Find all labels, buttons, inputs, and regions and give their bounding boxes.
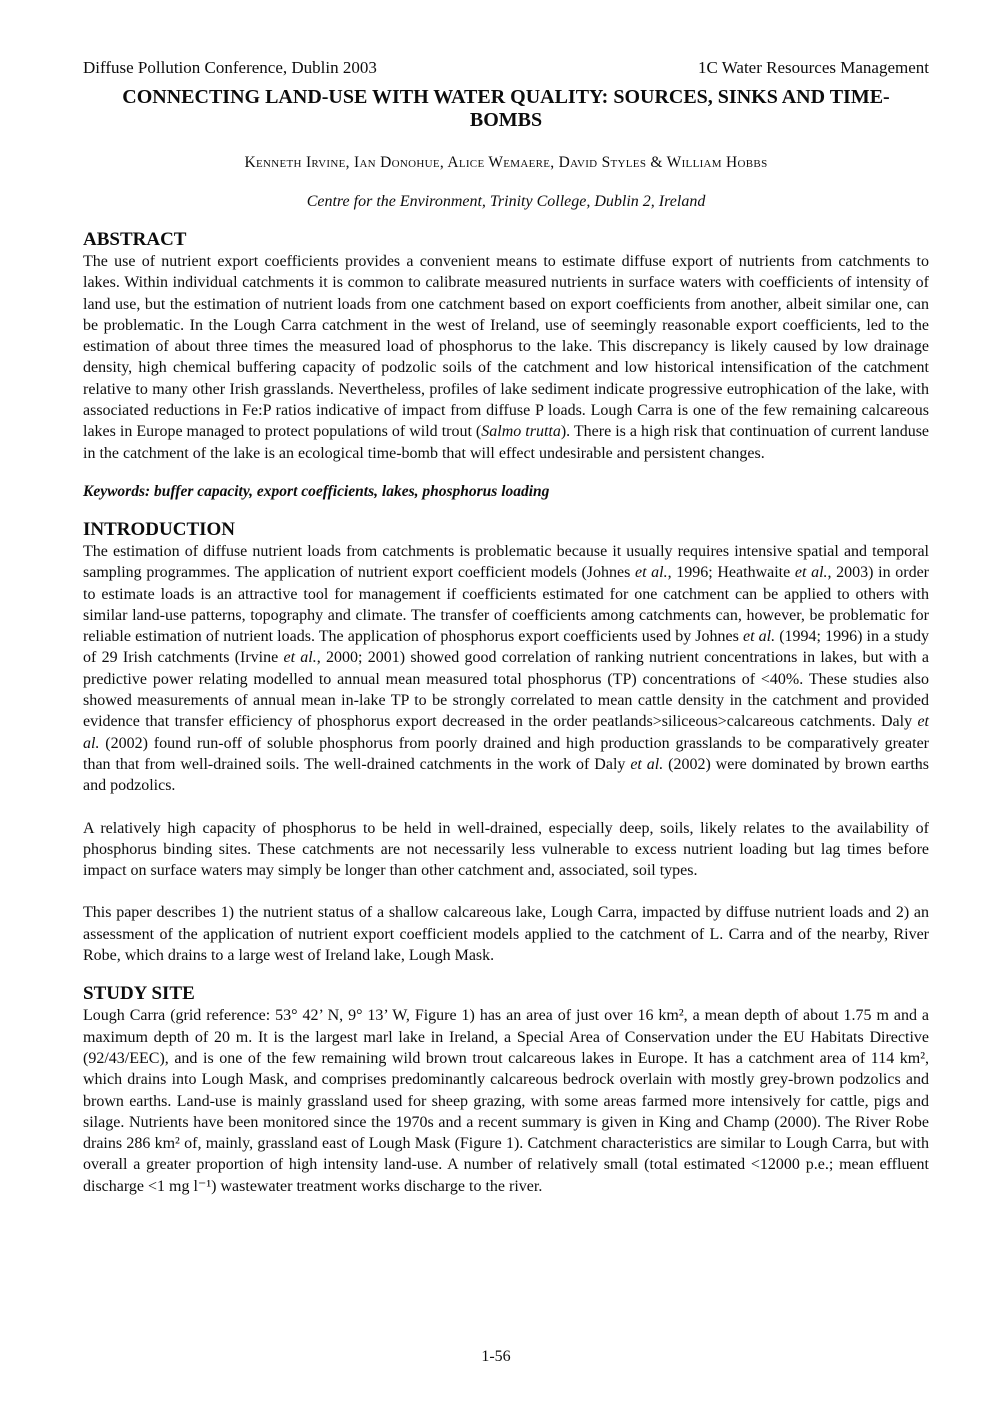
header-conference-name: Diffuse Pollution Conference, Dublin 2003 <box>83 58 377 77</box>
introduction-paragraph-1: The estimation of diffuse nutrient loads from catchments is problematic because it usually requires intensive spatial and temporal sampling programmes. The application of nutrient export coefficient models (Johnes et al., 1996; Heathwaite et al., 2003) in order to estimate loads is an attractive tool for management if coefficients estimated for one catchment can be applied to others with similar land-use patterns, topography and climate. The transfer of coefficients among catchments can, however, be problematic for reliable estimation of nutrient loads. The application of phosphorus export coefficients used by Johnes et al. (1994; 1996) in a study of 29 Irish catchments (Irvine et al., 2000; 2001) showed good correlation of ranking nutrient concentrations in lakes, but with a predictive power relating modelled to annual mean measured total phosphorus (TP) concentrations of <40%. These studies also showed measurements of annual mean in-lake TP to be strongly correlated to mean cattle density in the catchment and provided evidence that transfer efficiency of phosphorus export decreased in the order peatlands>siliceous>calcareous catchments. Daly et al. (2002) found run-off of soluble phosphorus from poorly drained and high production grasslands to be comparatively greater than that from well-drained soils. The well-drained catchments in the work of Daly et al. (2002) were dominated by brown earths and podzolics. <box>83 542 930 795</box>
page-header <box>83 58 929 78</box>
study-site-paragraph: Lough Carra (grid reference: 53° 42’ N, 9° 13’ W, Figure 1) has an area of just over 16 km², a mean depth of about 1.75 m and a maximum depth of 20 m. It is the largest marl lake in Ireland, a Special Area of Conservation under the EU Habitats Directive (92/43/EEC), and is one of the few remaining wild brown trout calcareous lakes in Europe. It has a catchment area of 114 km², which drains into Lough Mask, and comprises predominantly calcareous bedrock overlain with mostly grey-brown podzolics and brown earths. Land-use is mainly grassland used for sheep grazing, with some areas farmed more intensively for cattle, pigs and silage. Nutrients have been monitored since the 1970s and a recent summary is given in King and Champ (2000). The River Robe drains 286 km² of, mainly, grassland east of Lough Mask (Figure 1). Catchment characteristics are similar to Lough Carra, but with overall a greater proportion of high intensity land-use. A number of relatively small (total estimated <12000 p.e.; mean effluent discharge <1 mg l⁻¹) wastewater treatment works discharge to the river. <box>83 1007 929 1195</box>
introduction-paragraph-3: This paper describes 1) the nutrient status of a shallow calcareous lake, Lough Carra, impacted by diffuse nutrient loads and 2) an assessment of the application of nutrient export coefficient models applied to the catchment of L. Carra and of the nearby, River Robe, which drains to a large west of Ireland lake, Lough Mask. <box>83 904 929 965</box>
introduction-paragraph-2: A relatively high capacity of phosphorus to be held in well-drained, especially deep, soils, likely relates to the availability of phosphorus binding sites. These catchments are not necessarily less vulnerable to excess nutrient loading but lag times before impact on surface waters may simply be longer than other catchment and, associated, soil types. <box>83 819 929 880</box>
header-session-name: 1C Water Resources Management <box>697 58 929 77</box>
keywords-line: Keywords: buffer capacity, export coefficients, lakes, phosphorus loading <box>83 482 550 500</box>
affiliation-line: Centre for the Environment, Trinity College, Dublin 2, Ireland <box>306 193 706 210</box>
paper-title: CONNECTING LAND-USE WITH WATER QUALITY: SOURCES, SINKS AND TIME-BOMBS <box>122 86 890 131</box>
authors-line: Kenneth Irvine, Ian Donohue, Alice Wemaere, David Styles & William Hobbs <box>244 154 768 171</box>
page-number: 1-56 <box>481 1348 511 1365</box>
study-site-heading: STUDY SITE <box>83 983 195 1005</box>
introduction-heading: INTRODUCTION <box>83 518 236 540</box>
page-content <box>83 58 929 1197</box>
abstract-paragraph: The use of nutrient export coefficients provides a convenient means to estimate diffuse export of nutrients from catchments to lakes. Within individual catchments it is common to calibrate measured nutrients in surface waters with coefficients of intensity of land use, but the estimation of nutrient loads from one catchment based on export coefficients from another, albeit similar one, can be problematic. In the Lough Carra catchment in the west of Ireland, use of seemingly reasonable export coefficients, led to the estimation of about three times the measured load of phosphorus to the lake. This discrepancy is likely caused by low drainage density, high chemical buffering capacity of podzolic soils of the catchment and low historical intensification of the catchment relative to many other Irish grasslands. Nevertheless, profiles of lake sediment indicate progressive eutrophication of the lake, with associated reductions in Fe:P ratios indicative of impact from diffuse P loads. Lough Carra is one of the few remaining calcareous lakes in Europe managed to protect populations of wild trout (Salmo trutta). There is a high risk that continuation of current landuse in the catchment of the lake is an ecological time-bomb that will effect undesirable and persistent changes. <box>83 253 930 462</box>
abstract-heading: ABSTRACT <box>83 229 187 250</box>
